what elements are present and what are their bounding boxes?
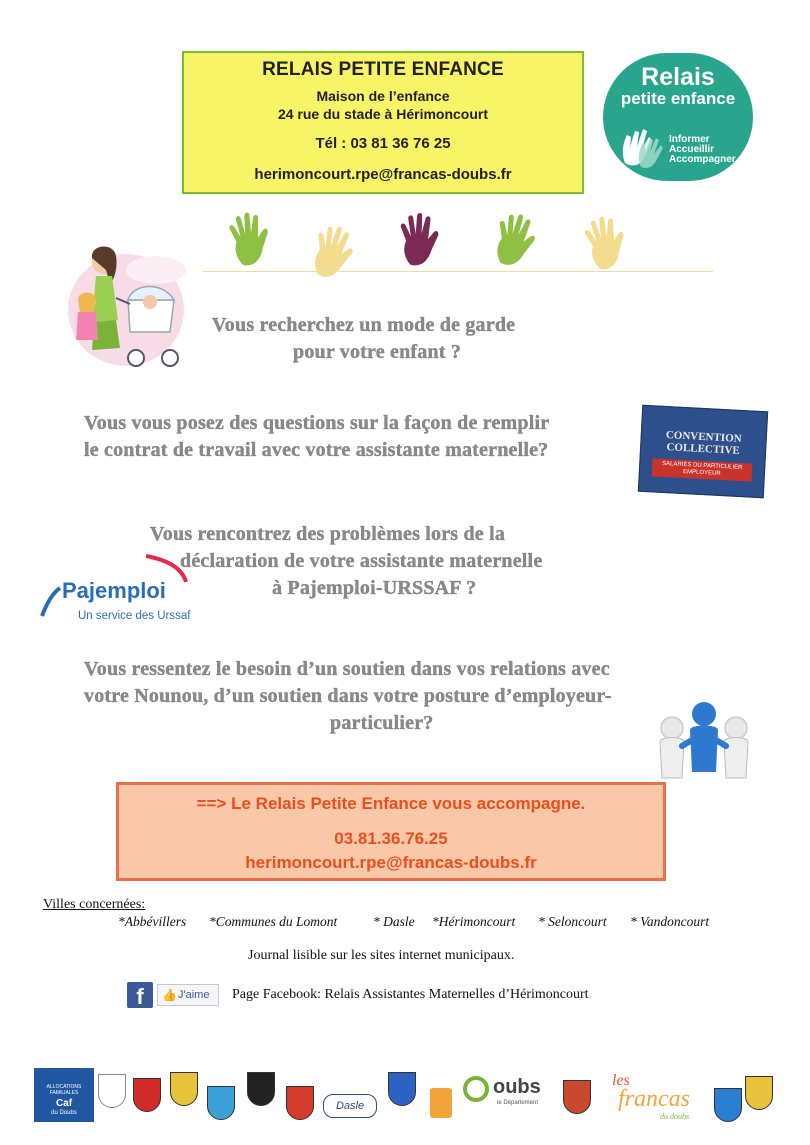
question-4-line2: votre Nounou, d’un soutien dans votre posture d’employeur- (84, 685, 612, 707)
handprint-icon (227, 210, 274, 268)
orange-logo-icon (430, 1088, 452, 1118)
pajemploi-name: Pajemploi (62, 578, 166, 603)
logo-tag-accueillir: Accueillir (669, 144, 715, 155)
caf-region: du Doubs (51, 1110, 77, 1116)
dasle-logo: Dasle (323, 1094, 377, 1118)
facebook-page-text: Page Facebook: Relais Assistantes Maternelles d’Hérimoncourt (232, 987, 589, 1002)
hands-logo-icon (617, 123, 669, 171)
header-address-line1: Maison de l’enfance (316, 88, 450, 104)
coat-of-arms-icon-4 (207, 1086, 235, 1120)
francas-logo (612, 1072, 702, 1122)
question-3-line2: déclaration de votre assistante maternelle (180, 550, 543, 572)
book-title-line2: COLLECTIVE (666, 441, 741, 457)
logo-tag-accompagner: Accompagner (669, 154, 736, 165)
doubs-subtext: le Département (497, 1100, 539, 1106)
contact-phone[interactable]: 03.81.36.76.25 (334, 829, 448, 848)
towns-label: Villes concernées: (43, 897, 146, 912)
relais-logo (603, 53, 753, 181)
town-dasle: * Dasle (373, 914, 415, 929)
question-3-line3: à Pajemploi-URSSAF ? (272, 577, 477, 599)
town-lomont: *Communes du Lomont (209, 914, 338, 929)
journal-note: Journal lisible sur les sites internet municipaux. (248, 948, 515, 963)
handprint-icon (494, 212, 538, 268)
header-address-line2: 24 rue du stade à Hérimoncourt (277, 106, 489, 122)
pajemploi-tagline: Un service des Urssaf (78, 610, 191, 622)
caf-text: ALLOCATIONS FAMILIALES (46, 1084, 82, 1096)
handprints-svg (200, 210, 720, 280)
contact-email[interactable]: herimoncourt.rpe@francas-doubs.fr (245, 853, 537, 872)
contact-headline: ==> Le Relais Petite Enfance vous accompagne. (196, 794, 586, 813)
question-2-line2: le contrat de travail avec votre assistante maternelle? (84, 439, 549, 461)
town-herimoncourt: *Hérimoncourt (432, 914, 516, 929)
like-label: J'aime (178, 989, 210, 1001)
facebook-like-button[interactable] (157, 984, 219, 1006)
header-email[interactable]: herimoncourt.rpe@francas-doubs.fr (254, 166, 512, 183)
mother-stroller-illustration (66, 240, 190, 376)
coat-of-arms-icon-8 (563, 1080, 591, 1114)
logo-tagline (669, 135, 736, 165)
town-vandoncourt: * Vandoncourt (630, 914, 710, 929)
pajemploi-logo (40, 552, 200, 636)
logo-name2: petite enfance (620, 89, 736, 108)
handprint-icon (400, 212, 441, 267)
question-1-line1: Vous recherchez un mode de garde (212, 314, 516, 336)
book-label-line2: EMPLOYEUR (682, 468, 721, 477)
doubs-text: oubs (493, 1076, 541, 1098)
facebook-icon[interactable]: f (127, 982, 153, 1008)
book-title (641, 428, 766, 458)
coat-of-arms-icon-3 (170, 1072, 198, 1106)
header-phone: Tél : 03 81 36 76 25 (315, 135, 451, 152)
convention-collective-book (638, 405, 768, 498)
coat-of-arms-icon-10 (745, 1076, 773, 1110)
thumbs-up-icon: 👍 (162, 988, 177, 1002)
francas-text-3: du doubs (660, 1112, 690, 1121)
francas-text-1: les (612, 1072, 630, 1089)
handprint-row (200, 210, 720, 280)
caf-name: Caf (55, 1098, 73, 1109)
header-title: RELAIS PETITE ENFANCE (262, 59, 504, 80)
book-label-line1: SALARIÉS DU PARTICULIER (661, 460, 743, 472)
town-seloncourt: * Seloncourt (538, 914, 607, 929)
logo-tag-informer: Informer (669, 134, 710, 145)
book-title-line1: CONVENTION (665, 429, 742, 445)
coat-of-arms-icon-1 (98, 1074, 126, 1108)
coat-of-arms-icon-2 (133, 1078, 161, 1112)
handprint-icon (582, 212, 631, 272)
logo-name: Relais (641, 63, 715, 91)
question-3-line1: Vous rencontrez des problèmes lors de la (150, 523, 506, 545)
divider-line (203, 271, 713, 272)
doubs-logo (463, 1072, 549, 1112)
book-label (652, 458, 753, 481)
question-1-line2: pour votre enfant ? (293, 341, 462, 363)
francas-text-2: francas (618, 1086, 690, 1112)
doubs-d-icon (463, 1076, 489, 1102)
contact-box (116, 782, 666, 881)
caf-logo (34, 1068, 94, 1122)
support-people-illustration (652, 700, 756, 784)
question-2-line1: Vous vous posez des questions sur la façon de remplir (84, 412, 550, 434)
coat-of-arms-icon-5 (247, 1072, 275, 1106)
town-abbevillers: *Abbévillers (118, 914, 187, 929)
coat-of-arms-icon-7 (388, 1072, 416, 1106)
question-4-line1: Vous ressentez le besoin d’un soutien dans vos relations avec (84, 658, 610, 680)
header-box (182, 51, 584, 194)
caf-emblem-icon (34, 1068, 94, 1084)
coat-of-arms-icon-6 (286, 1086, 314, 1120)
coat-of-arms-icon-9 (714, 1088, 742, 1122)
question-4-line3: particulier? (330, 712, 434, 734)
